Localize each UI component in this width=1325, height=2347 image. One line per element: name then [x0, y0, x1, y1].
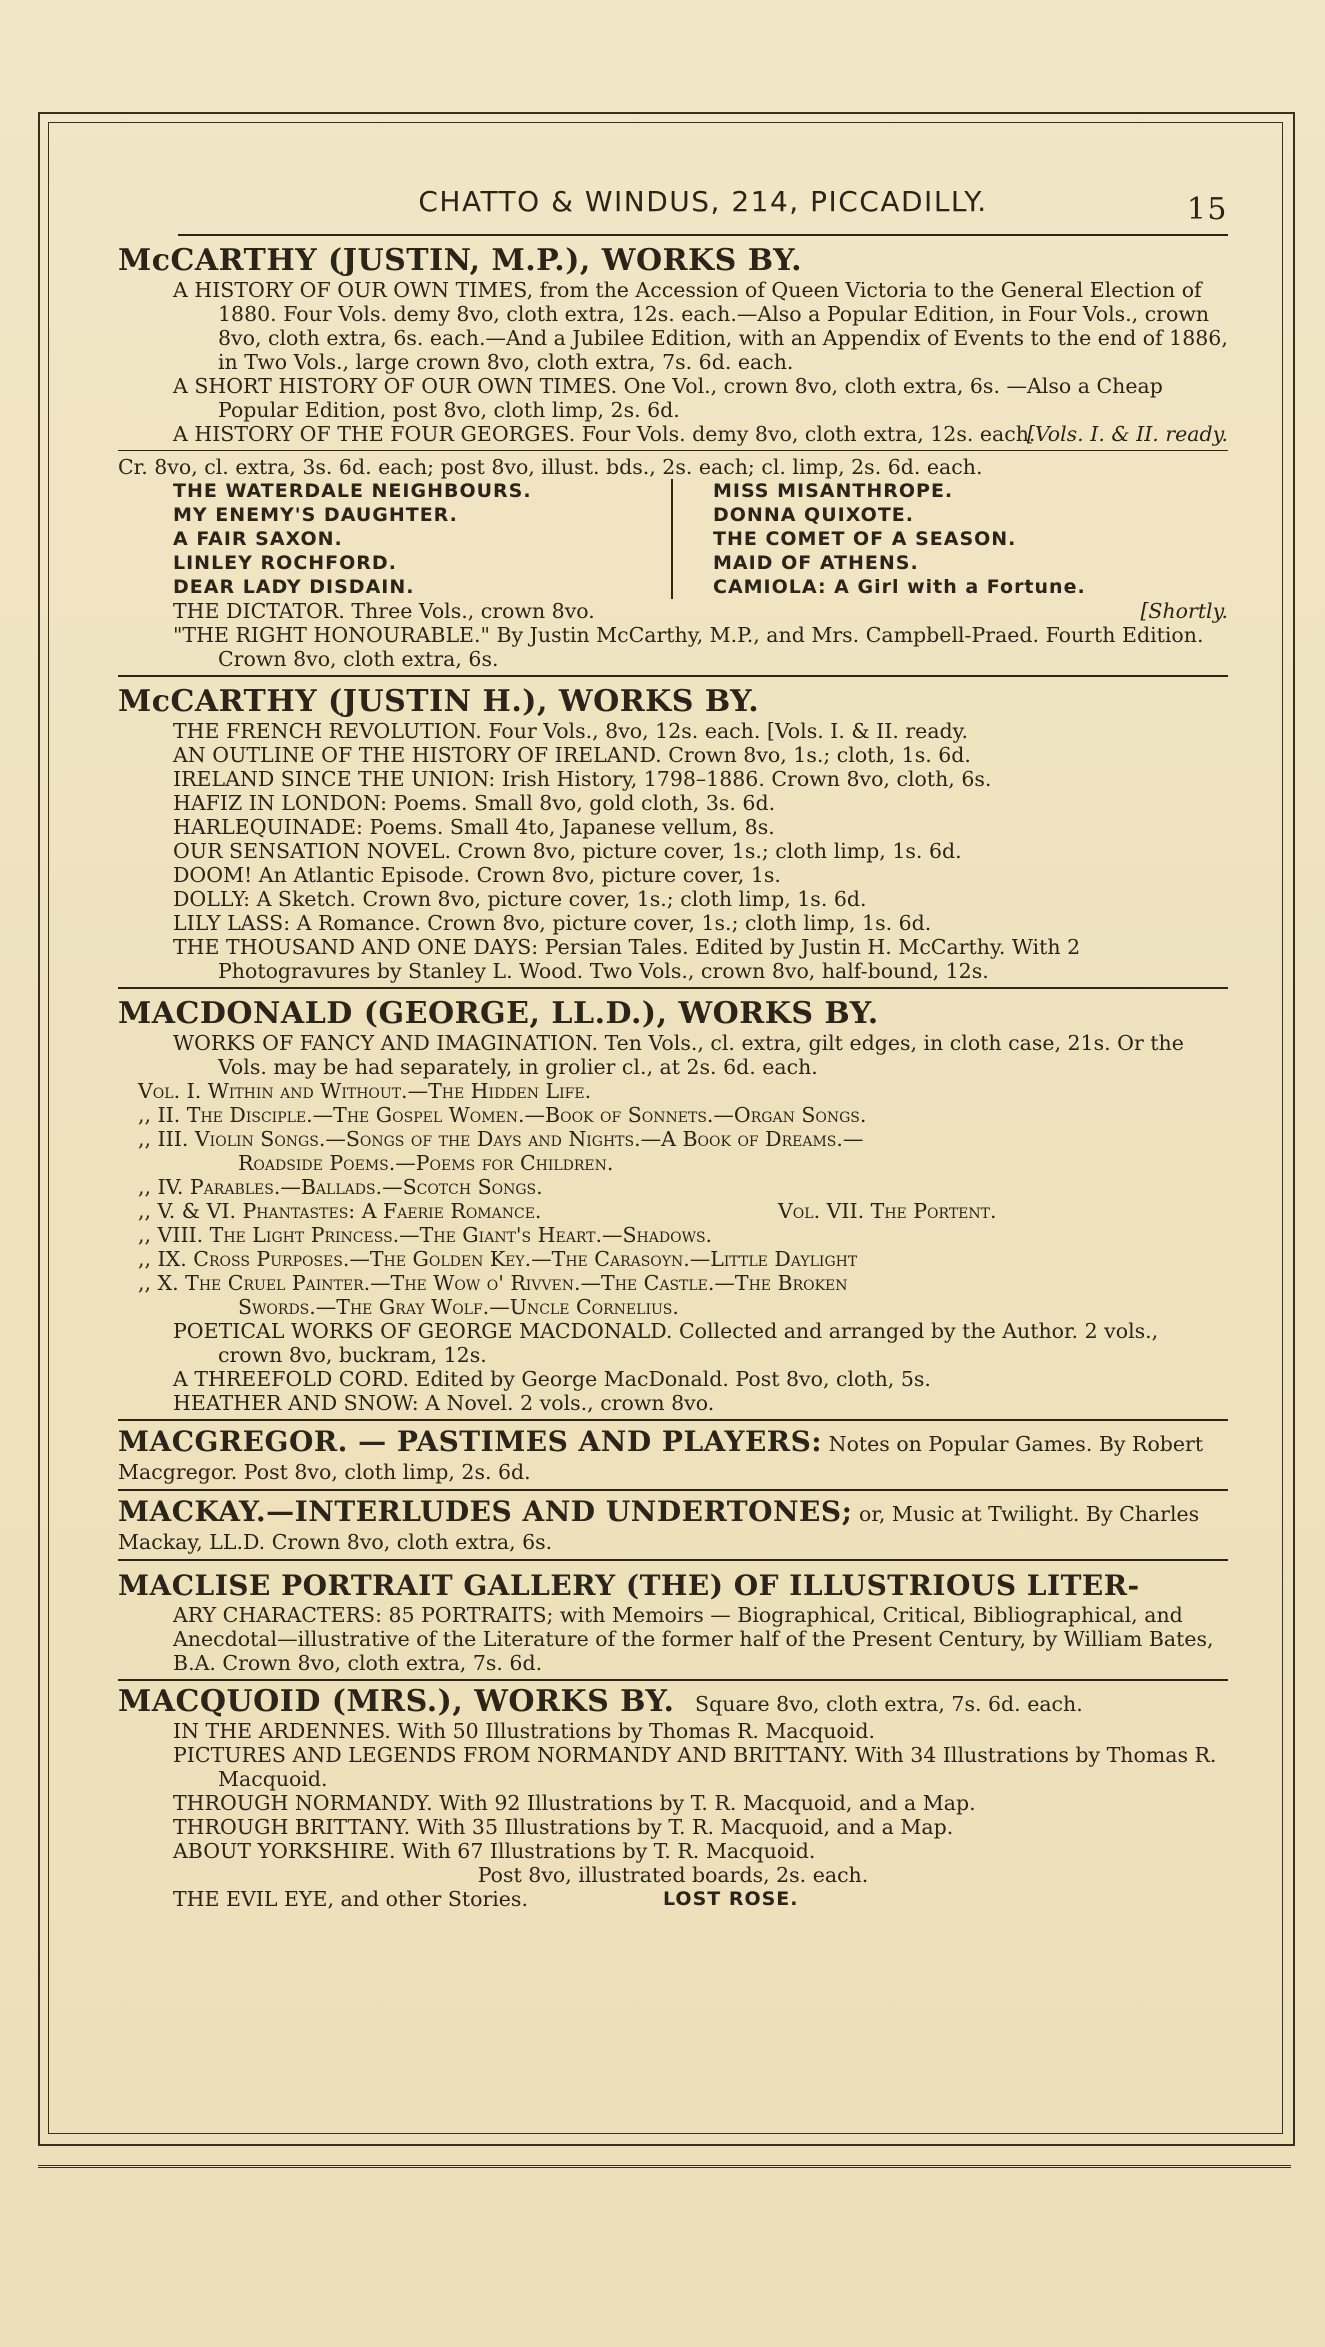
running-head — [178, 185, 1228, 236]
novel-title: A FAIR SAXON. — [173, 528, 343, 550]
macquoid-price: Square 8vo, cloth extra, 7s. 6d. each. — [695, 1692, 1083, 1716]
list-item: THROUGH BRITTANY. With 35 Illustrations by T. R. Macquoid, and a Map. — [173, 1815, 954, 1839]
novels-right-column — [713, 479, 1228, 599]
divider — [118, 1559, 1228, 1561]
list-item: IN THE ARDENNES. With 50 Illustrations by Thomas R. Macquoid. — [173, 1719, 875, 1743]
volume-line: ,, VIII. The Light Princess.—The Giant's Heart.—Shadows. — [138, 1223, 713, 1247]
entry-right-honourable: "THE RIGHT HONOURABLE." By Justin McCarthy, M.P., and Mrs. Campbell-Praed. Fourth Edition. Crown 8vo, cloth extra, 6s. — [173, 623, 1204, 671]
macquoid-post-price: Post 8vo, illustrated boards, 2s. each. — [477, 1863, 869, 1887]
entry-lost-rose: LOST ROSE. — [663, 1888, 799, 1910]
entry-dictator-note: [Shortly. — [1140, 599, 1228, 623]
section-heading-mackay: MACKAY.—INTERLUDES AND UNDERTONES; — [118, 1495, 853, 1528]
novel-title: MISS MISANTHROPE. — [713, 480, 954, 502]
volume-v-vi: ,, V. & VI. Phantastes: A Faerie Romance. — [138, 1199, 542, 1223]
list-item: AN OUTLINE OF THE HISTORY OF IRELAND. Crown 8vo, 1s.; cloth, 1s. 6d. — [173, 743, 971, 767]
divider — [118, 987, 1228, 989]
mackay-details: or, Music at Twilight. By Charles Mackay, LL.D. Crown 8vo, cloth extra, 6s. — [118, 1502, 1200, 1554]
section-heading-macgregor: MACGREGOR. — PASTIMES AND PLAYERS: — [118, 1425, 823, 1458]
novel-title: THE COMET OF A SEASON. — [713, 528, 1017, 550]
volume-line: ,, IV. Parables.—Ballads.—Scotch Songs. — [138, 1175, 543, 1199]
section-heading-maclise: MACLISE PORTRAIT GALLERY (THE) OF ILLUSTRIOUS LITER- — [118, 1569, 1140, 1602]
list-item: HARLEQUINADE: Poems. Small 4to, Japanese vellum, 8s. — [173, 815, 775, 839]
entry-history-own-times: A HISTORY OF OUR OWN TIMES, from the Accession of Queen Victoria to the General Election of 1880. Four Vols. demy 8vo, cloth extra, 12s. each.—Also a Popular Edition, in Four Vols., crown 8vo, cloth extra, 6s. each.—And a Jubilee Edition, with an Appendix of Events to the end of 1886, in Two Vols., large crown 8vo, cloth extra, 7s. 6d. each. — [173, 278, 1228, 374]
entry-thousand-one-days: THE THOUSAND AND ONE DAYS: Persian Tales. Edited by Justin H. McCarthy. With 2 Photogravures by Stanley L. Wood. Two Vols., crown 8vo, half-bound, 12s. — [173, 935, 1081, 983]
macgregor-details: Notes on Popular Games. By Robert Macgregor. Post 8vo, cloth limp, 2s. 6d. — [118, 1432, 1204, 1484]
section-heading-mccarthy-h: McCARTHY (JUSTIN H.), WORKS BY. — [118, 684, 760, 719]
list-item: DOOM! An Atlantic Episode. Crown 8vo, picture cover, 1s. — [173, 863, 781, 887]
novel-title: THE WATERDALE NEIGHBOURS. — [173, 480, 532, 502]
maclise-details: ARY CHARACTERS: 85 PORTRAITS; with Memoirs — Biographical, Critical, Bibliographical, and Anecdotal—illustrative of the Literature of the former half of the Present Century, by William Bates, B.A. Crown 8vo, cloth extra, 7s. 6d. — [173, 1603, 1214, 1675]
divider — [118, 1679, 1228, 1681]
entry-evil-eye: THE EVIL EYE, and other Stories. — [173, 1887, 528, 1911]
entry-macquoid-heading — [118, 1685, 1228, 1719]
novels-columns — [173, 479, 1228, 599]
entry-dictator-text: THE DICTATOR. Three Vols., crown 8vo. — [173, 599, 595, 623]
list-item: DOLLY: A Sketch. Crown 8vo, picture cover, 1s.; cloth limp, 1s. 6d. — [173, 887, 867, 911]
novel-title: DONNA QUIXOTE. — [713, 504, 914, 526]
entry-mackay — [118, 1495, 1228, 1555]
entry-threefold-cord: A THREEFOLD CORD. Edited by George MacDonald. Post 8vo, cloth, 5s. — [173, 1367, 931, 1391]
running-head-text: CHATTO & WINDUS, 214, PICCADILLY. — [418, 185, 988, 218]
volume-line: Vol. I. Within and Without.—The Hidden Life. — [138, 1079, 592, 1103]
list-item: THROUGH NORMANDY. With 92 Illustrations by T. R. Macquoid, and a Map. — [173, 1791, 976, 1815]
divider — [118, 450, 1228, 451]
page-number: 15 — [1186, 192, 1228, 227]
entry-short-history: A SHORT HISTORY OF OUR OWN TIMES. One Vol., crown 8vo, cloth extra, 6s. —Also a Cheap Popular Edition, post 8vo, cloth limp, 2s. 6d. — [173, 374, 1163, 422]
section-heading-mccarthy-justin: McCARTHY (JUSTIN, M.P.), WORKS BY. — [118, 243, 803, 278]
list-item: ABOUT YORKSHIRE. With 67 Illustrations by T. R. Macquoid. — [173, 1839, 816, 1863]
divider — [118, 675, 1228, 677]
macquoid-stories-row — [173, 1887, 1228, 1911]
volume-vii: Vol. VII. The Portent. — [778, 1199, 997, 1223]
entry-dictator — [173, 599, 1228, 623]
novel-title: MAID OF ATHENS. — [713, 552, 919, 574]
entry-heather-snow: HEATHER AND SNOW: A Novel. 2 vols., crown 8vo. — [173, 1391, 715, 1415]
list-item: THE FRENCH REVOLUTION. Four Vols., 8vo, 12s. each. [Vols. I. & II. ready. — [173, 719, 969, 743]
novel-title: CAMIOLA: A Girl with a Fortune. — [713, 576, 1086, 598]
volume-line: Roadside Poems.—Poems for Children. — [238, 1151, 614, 1175]
list-item: OUR SENSATION NOVEL. Crown 8vo, picture cover, 1s.; cloth limp, 1s. 6d. — [173, 839, 962, 863]
divider — [118, 1489, 1228, 1491]
divider — [118, 1419, 1228, 1421]
section-heading-macquoid: MACQUOID (MRS.), WORKS BY. — [118, 1684, 675, 1719]
volume-line-v-vi-vii — [138, 1199, 1228, 1223]
entry-poetical-works: POETICAL WORKS OF GEORGE MACDONALD. Collected and arranged by the Author. 2 vols., crown 8vo, buckram, 12s. — [173, 1319, 1159, 1367]
novels-left-column — [173, 479, 673, 599]
entry-four-georges — [173, 422, 1228, 446]
volume-line: ,, III. Violin Songs.—Songs of the Days and Nights.—A Book of Dreams.— — [138, 1127, 864, 1151]
volume-line: ,, II. The Disciple.—The Gospel Women.—Book of Sonnets.—Organ Songs. — [138, 1103, 867, 1127]
entry-works-fancy: WORKS OF FANCY AND IMAGINATION. Ten Vols., cl. extra, gilt edges, in cloth case, 21s. Or the Vols. may be had separately, in grolier cl., at 2s. 6d. each. — [173, 1031, 1184, 1079]
list-item: PICTURES AND LEGENDS FROM NORMANDY AND BRITTANY. With 34 Illustrations by Thomas R. Macquoid. — [173, 1743, 1217, 1791]
novel-title: DEAR LADY DISDAIN. — [173, 576, 415, 598]
bottom-rule — [38, 2165, 1291, 2168]
page-content — [118, 185, 1228, 1911]
entry-macgregor — [118, 1425, 1228, 1485]
list-item: IRELAND SINCE THE UNION: Irish History, 1798–1886. Crown 8vo, cloth, 6s. — [173, 767, 992, 791]
novel-title: LINLEY ROCHFORD. — [173, 552, 397, 574]
volume-line: ,, X. The Cruel Painter.—The Wow o' Rivven.—The Castle.—The Broken — [138, 1271, 848, 1295]
section-heading-macdonald: MACDONALD (GEORGE, LL.D.), WORKS BY. — [118, 996, 879, 1031]
novels-price-line: Cr. 8vo, cl. extra, 3s. 6d. each; post 8vo, illust. bds., 2s. each; cl. limp, 2s. 6d. each. — [118, 455, 983, 479]
volume-line: Swords.—The Gray Wolf.—Uncle Cornelius. — [238, 1295, 679, 1319]
volume-line: ,, IX. Cross Purposes.—The Golden Key.—The Carasoyn.—Little Daylight — [138, 1247, 858, 1271]
entry-four-georges-note: [Vols. I. & II. ready. — [1026, 422, 1228, 446]
entry-four-georges-text: A HISTORY OF THE FOUR GEORGES. Four Vols. demy 8vo, cloth extra, 12s. each. — [173, 422, 1036, 446]
list-item: LILY LASS: A Romance. Crown 8vo, picture cover, 1s.; cloth limp, 1s. 6d. — [173, 911, 932, 935]
list-item: HAFIZ IN LONDON: Poems. Small 8vo, gold cloth, 3s. 6d. — [173, 791, 776, 815]
novel-title: MY ENEMY'S DAUGHTER. — [173, 504, 458, 526]
